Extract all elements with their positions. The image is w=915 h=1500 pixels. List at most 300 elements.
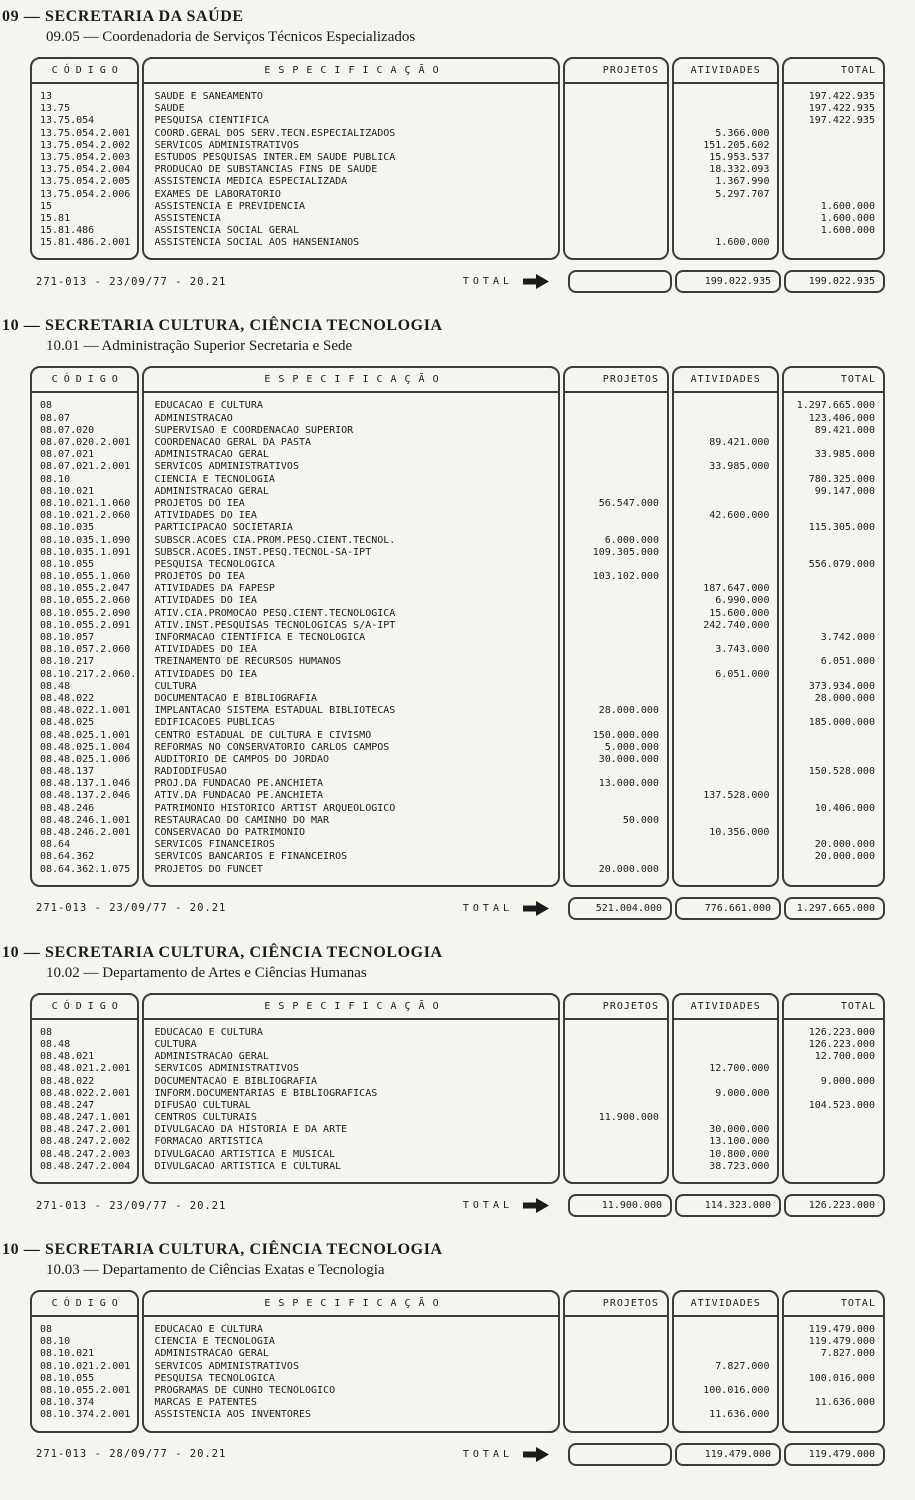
total-cell: [784, 669, 883, 681]
codigo-body: [32, 84, 137, 258]
grand-total-atividades: 199.022.935: [675, 270, 781, 293]
total-cell: [784, 608, 883, 620]
section-subheading: 10.03 — Departamento de Ciências Exatas e Tecnologia: [46, 1262, 385, 1278]
especificacao-cell: SERVICOS ADMINISTRATIVOS: [154, 461, 299, 473]
especificacao-cell: SERVICOS FINANCEIROS: [154, 839, 275, 851]
total-cell: [784, 827, 883, 839]
atividades-cell: [674, 1039, 778, 1051]
projetos-cell: [565, 1063, 667, 1075]
codigo-cell: 08.64.362: [40, 851, 95, 863]
atividades-cell: [674, 474, 778, 486]
atividades-cell: [674, 693, 778, 705]
codigo-cell: 08.48.021: [40, 1051, 95, 1063]
codigo-cell: 08.10.021: [40, 485, 95, 497]
especificacao-cell: DOCUMENTACAO E BIBLIOGRAFIA: [154, 1075, 318, 1087]
atividades-cell: [674, 103, 778, 115]
especificacao-cell: IMPLANTACAO SISTEMA ESTADUAL BIBLIOTECAS: [154, 705, 396, 717]
total-cell: [784, 583, 883, 595]
codigo-cell: 08.48.247.2.004: [40, 1160, 131, 1172]
codigo-header: CÓDIGO: [32, 59, 137, 84]
grand-total-total: 199.022.935: [784, 270, 885, 293]
especificacao-cell: DIFUSAO CULTURAL: [154, 1099, 251, 1111]
codigo-cell: 08: [40, 1026, 53, 1038]
total-cell: [784, 790, 883, 802]
total-body: [784, 393, 883, 884]
especificacao-cell: ASSISTENCIA: [154, 212, 221, 224]
total-cell: 126.223.000: [808, 1038, 875, 1050]
especificacao-cell: EDUCACAO E CULTURA: [154, 1324, 263, 1335]
atividades-cell: 18.332.093: [709, 164, 770, 176]
total-label: TOTAL: [462, 276, 513, 288]
total-cell: [784, 437, 883, 449]
especificacao-header: ESPECIFICAÇÃO: [144, 995, 558, 1020]
especificacao-cell: ADMINISTRACAO GERAL: [154, 485, 269, 497]
codigo-cell: 08.48.247.1.001: [40, 1112, 131, 1124]
total-cell: [784, 1161, 883, 1173]
atividades-body: [674, 84, 778, 258]
total-arrow-icon: [522, 273, 550, 290]
budget-table: [30, 57, 885, 260]
projetos-cell: [565, 1088, 667, 1100]
especificacao-cell: SERVICOS ADMINISTRATIVOS: [154, 1063, 299, 1075]
total-cell: 99.147.000: [814, 485, 875, 497]
report-reference: 271-013 - 23/09/77 - 20.21: [36, 902, 227, 915]
total-cell: [784, 535, 883, 547]
atividades-cell: [674, 449, 778, 461]
atividades-cell: 6.990.000: [715, 595, 770, 607]
atividades-cell: [674, 225, 778, 237]
total-cell: 1.600.000: [820, 212, 875, 224]
atividades-cell: [674, 1324, 778, 1336]
projetos-cell: 5.000.000: [604, 741, 659, 753]
codigo-cell: 08.10.055: [40, 558, 95, 570]
especificacao-cell: EDUCACAO E CULTURA: [154, 1026, 263, 1038]
total-cell: 3.742.000: [820, 632, 875, 643]
atividades-cell: 38.723.000: [709, 1160, 770, 1172]
atividades-cell: [674, 1100, 778, 1112]
grand-total-projetos: [568, 270, 672, 293]
especificacao-cell: SERVICOS ADMINISTRATIVOS: [154, 1360, 299, 1372]
atividades-cell: 89.421.000: [709, 437, 770, 448]
total-column: [782, 366, 885, 886]
total-cell: [784, 140, 883, 152]
atividades-header: ATIVIDADES: [674, 1292, 778, 1317]
codigo-cell: 08.10: [40, 473, 71, 485]
codigo-cell: 08.10.055.2.060: [40, 595, 131, 607]
codigo-cell: 08.10.055.1.060: [40, 571, 131, 583]
codigo-cell: 08.48.247.2.002: [40, 1136, 131, 1148]
section-subheading: 10.01 — Administração Superior Secretaria e Sede: [46, 338, 353, 355]
total-cell: [784, 128, 883, 140]
especificacao-cell: CULTURA: [154, 1038, 197, 1050]
especificacao-cell: AUDITORIO DE CAMPOS DO JORDAO: [154, 753, 330, 765]
especificacao-cell: SERVICOS BANCARIOS E FINANCEIROS: [154, 851, 348, 863]
total-cell: [784, 152, 883, 164]
codigo-cell: 08.64: [40, 839, 71, 851]
total-cell: 119.479.000: [808, 1324, 875, 1335]
atividades-cell: 42.600.000: [709, 510, 770, 522]
codigo-header: CÓDIGO: [32, 995, 137, 1020]
section-subheading: 10.02 — Departamento de Artes e Ciências Humanas: [46, 964, 367, 981]
codigo-cell: 08.10.057.2.060: [40, 644, 131, 656]
codigo-cell: 08.10.021.2.060: [40, 510, 131, 522]
total-label: TOTAL: [462, 1448, 513, 1460]
total-arrow-icon: [522, 1197, 550, 1214]
projetos-cell: [565, 461, 667, 473]
projetos-cell: [565, 115, 667, 127]
atividades-cell: [674, 201, 778, 213]
atividades-cell: 15.600.000: [709, 607, 770, 619]
especificacao-cell: PROGRAMAS DE CUNHO TECNOLOGICO: [154, 1384, 336, 1396]
projetos-cell: [565, 1336, 667, 1348]
atividades-cell: 7.827.000: [715, 1360, 770, 1372]
total-cell: [784, 1361, 883, 1373]
especificacao-cell: CENTROS CULTURAIS: [154, 1112, 257, 1124]
atividades-cell: [674, 778, 778, 790]
total-cell: 89.421.000: [814, 424, 875, 436]
especificacao-cell: ATIV.CIA.PROMOCAO PESQ.CIENT.TECNOLOGICA: [154, 607, 396, 619]
atividades-cell: 30.000.000: [709, 1124, 770, 1136]
total-cell: 1.600.000: [820, 225, 875, 237]
codigo-cell: 13: [40, 91, 53, 102]
especificacao-cell: CIENCIA E TECNOLOGIA: [154, 1336, 275, 1348]
codigo-cell: 08.10.055: [40, 1372, 95, 1384]
projetos-cell: [565, 91, 667, 103]
total-cell: 10.406.000: [814, 802, 875, 814]
projetos-cell: [565, 1348, 667, 1360]
projetos-cell: [565, 1039, 667, 1051]
total-cell: [784, 1409, 883, 1421]
especificacao-cell: ASSISTENCIA E PREVIDENCIA: [154, 200, 305, 212]
codigo-column: [30, 1290, 139, 1433]
projetos-cell: [565, 522, 667, 534]
total-cell: [784, 644, 883, 656]
codigo-header: CÓDIGO: [32, 1292, 137, 1317]
projetos-cell: [565, 583, 667, 595]
projetos-cell: [565, 400, 667, 412]
codigo-body: [32, 1020, 137, 1182]
codigo-cell: 13.75.054.2.003: [40, 151, 131, 163]
especificacao-cell: SUBSCR.ACOES CIA.PROM.PESQ.CIENT.TECNOL.: [154, 534, 396, 546]
projetos-cell: [565, 213, 667, 225]
atividades-column: [672, 993, 780, 1184]
total-header: TOTAL: [784, 368, 883, 393]
especificacao-cell: FORMACAO ARTISTICA: [154, 1136, 263, 1148]
total-column: [782, 1290, 885, 1433]
projetos-cell: [565, 449, 667, 461]
especificacao-cell: PESQUISA CIENTIFICA: [154, 115, 269, 127]
atividades-cell: [674, 656, 778, 668]
total-cell: [784, 510, 883, 522]
atividades-cell: [674, 213, 778, 225]
codigo-cell: 08.48.022.2.001: [40, 1087, 131, 1099]
atividades-cell: [674, 815, 778, 827]
atividades-header: ATIVIDADES: [674, 59, 778, 84]
atividades-cell: 3.743.000: [715, 644, 770, 656]
projetos-cell: [565, 486, 667, 498]
atividades-cell: [674, 91, 778, 103]
atividades-cell: [674, 115, 778, 127]
projetos-cell: [565, 140, 667, 152]
codigo-cell: 08.10.035: [40, 522, 95, 534]
total-cell: 100.016.000: [808, 1372, 875, 1384]
projetos-cell: [565, 693, 667, 705]
especificacao-cell: PROJETOS DO FUNCET: [154, 863, 263, 875]
total-cell: [784, 1112, 883, 1124]
projetos-cell: [565, 474, 667, 486]
atividades-cell: 33.985.000: [709, 461, 770, 473]
projetos-cell: 13.000.000: [598, 778, 659, 790]
projetos-cell: [565, 644, 667, 656]
atividades-cell: [674, 1373, 778, 1385]
especificacao-cell: RESTAURACAO DO CAMINHO DO MAR: [154, 814, 330, 826]
atividades-header: ATIVIDADES: [674, 368, 778, 393]
projetos-cell: [565, 1027, 667, 1039]
projetos-cell: [565, 717, 667, 729]
especificacao-cell: SAUDE: [154, 103, 185, 115]
especificacao-cell: EDUCACAO E CULTURA: [154, 400, 263, 412]
projetos-cell: [565, 510, 667, 522]
budget-table: [30, 1290, 885, 1433]
atividades-cell: [674, 400, 778, 412]
total-body: [784, 1020, 883, 1182]
table-total-row: [30, 1443, 885, 1466]
total-cell: 1.297.665.000: [796, 400, 875, 412]
total-cell: 197.422.935: [808, 91, 875, 102]
atividades-cell: [674, 705, 778, 717]
especificacao-body: [144, 1317, 558, 1431]
projetos-cell: [565, 152, 667, 164]
atividades-cell: [674, 839, 778, 851]
codigo-cell: 13.75.054: [40, 115, 95, 127]
codigo-cell: 08.48.021.2.001: [40, 1063, 131, 1075]
especificacao-header: ESPECIFICAÇÃO: [144, 368, 558, 393]
total-arrow-icon: [522, 900, 550, 917]
projetos-body: [565, 1020, 667, 1182]
especificacao-cell: ATIV.INST.PESQUISAS TECNOLOGICAS S/A-IPT: [154, 619, 396, 631]
total-cell: [784, 595, 883, 607]
especificacao-column: [142, 993, 560, 1184]
codigo-cell: 08.10.055.2.091: [40, 619, 131, 631]
atividades-cell: 12.700.000: [709, 1063, 770, 1075]
especificacao-cell: PROJ.DA FUNDACAO PE.ANCHIETA: [154, 778, 324, 790]
codigo-cell: 08.48.247.2.001: [40, 1124, 131, 1136]
codigo-cell: 08.07.021.2.001: [40, 461, 131, 473]
codigo-cell: 08.48.025: [40, 717, 95, 729]
total-cell: [784, 189, 883, 201]
total-cell: 373.934.000: [808, 680, 875, 692]
atividades-cell: 10.356.000: [709, 827, 770, 838]
atividades-cell: [674, 1348, 778, 1360]
especificacao-body: [144, 393, 558, 884]
grand-total-projetos: 521.004.000: [568, 897, 672, 920]
table-total-row: [30, 897, 885, 920]
codigo-cell: 08.48.022.1.001: [40, 705, 131, 717]
especificacao-cell: DIVULGACAO DA HISTORIA E DA ARTE: [154, 1124, 348, 1136]
codigo-cell: 08.48: [40, 1038, 71, 1050]
codigo-cell: 13.75: [40, 103, 71, 115]
projetos-cell: [565, 1149, 667, 1161]
projetos-cell: [565, 559, 667, 571]
section-saude: [0, 8, 915, 293]
projetos-cell: [565, 1076, 667, 1088]
codigo-cell: 08.48.247.2.003: [40, 1148, 131, 1160]
total-cell: [784, 620, 883, 632]
codigo-cell: 08.07.020: [40, 424, 95, 436]
total-cell: 28.000.000: [814, 692, 875, 704]
codigo-column: [30, 366, 139, 886]
codigo-cell: 08.10.055.2.090: [40, 607, 131, 619]
total-cell: [784, 1136, 883, 1148]
codigo-cell: 08.48.246.1.001: [40, 814, 131, 826]
total-cell: [784, 571, 883, 583]
codigo-cell: 08.48.137.1.046: [40, 778, 131, 790]
total-cell: 150.528.000: [808, 766, 875, 778]
especificacao-cell: PARTICIPACAO SOCIETARIA: [154, 522, 293, 534]
atividades-cell: 11.636.000: [709, 1409, 770, 1421]
especificacao-cell: ADMINISTRACAO: [154, 412, 233, 424]
grand-total-total: 119.479.000: [784, 1443, 885, 1466]
projetos-cell: [565, 595, 667, 607]
projetos-cell: [565, 1100, 667, 1112]
total-arrow-icon: [522, 1446, 550, 1463]
especificacao-cell: ADMINISTRACAO GERAL: [154, 1348, 269, 1360]
grand-total-atividades: 119.479.000: [675, 1443, 781, 1466]
projetos-cell: [565, 620, 667, 632]
projetos-header: PROJETOS: [565, 1292, 667, 1317]
projetos-cell: [565, 425, 667, 437]
total-column: [782, 993, 885, 1184]
projetos-header: PROJETOS: [565, 995, 667, 1020]
projetos-cell: [565, 1051, 667, 1063]
total-column: [782, 57, 885, 260]
total-cell: [784, 754, 883, 766]
especificacao-cell: ADMINISTRACAO GERAL: [154, 449, 269, 461]
projetos-body: [565, 393, 667, 884]
codigo-cell: 08.10.055.2.047: [40, 583, 131, 595]
total-body: [784, 84, 883, 258]
atividades-cell: [674, 535, 778, 547]
especificacao-cell: ADMINISTRACAO GERAL: [154, 1051, 269, 1063]
grand-total-projetos: 11.900.000: [568, 1194, 672, 1217]
section-heading: 10 — SECRETARIA CULTURA, CIÊNCIA TECNOLOGIA: [2, 943, 443, 961]
projetos-column: [563, 1290, 669, 1433]
especificacao-cell: SAUDE E SANEAMENTO: [154, 91, 263, 102]
atividades-cell: 9.000.000: [715, 1087, 770, 1099]
total-cell: [784, 1088, 883, 1100]
atividades-cell: 1.367.990: [715, 176, 770, 188]
total-cell: 6.051.000: [820, 656, 875, 668]
codigo-cell: 13.75.054.2.006: [40, 188, 131, 200]
especificacao-header: ESPECIFICAÇÃO: [144, 59, 558, 84]
atividades-column: [672, 57, 780, 260]
especificacao-cell: EDIFICACOES PUBLICAS: [154, 717, 275, 729]
grand-total-atividades: 114.323.000: [675, 1194, 781, 1217]
projetos-cell: [565, 237, 667, 249]
especificacao-cell: PESQUISA TECNOLOGICA: [154, 1372, 275, 1384]
report-reference: 271-013 - 23/09/77 - 20.21: [36, 1199, 227, 1212]
codigo-cell: 08.48.247: [40, 1099, 95, 1111]
codigo-cell: 08.48.025.1.004: [40, 741, 131, 753]
codigo-cell: 08.10.035.1.091: [40, 546, 131, 558]
codigo-cell: 13.75.054.2.002: [40, 139, 131, 151]
projetos-cell: 11.900.000: [598, 1112, 659, 1124]
total-header: TOTAL: [784, 59, 883, 84]
projetos-cell: [565, 1361, 667, 1373]
total-cell: 11.636.000: [814, 1397, 875, 1409]
total-cell: [784, 461, 883, 473]
atividades-cell: [674, 851, 778, 863]
codigo-cell: 08.10.057: [40, 632, 95, 643]
codigo-cell: 13.75.054.2.004: [40, 164, 131, 176]
atividades-cell: [674, 1336, 778, 1348]
table-total-row: [30, 1194, 885, 1217]
projetos-cell: 50.000: [622, 814, 659, 826]
total-cell: [784, 742, 883, 754]
total-cell: 1.600.000: [820, 200, 875, 212]
codigo-cell: 08.64.362.1.075: [40, 863, 131, 875]
total-cell: [784, 730, 883, 742]
codigo-body: [32, 1317, 137, 1431]
atividades-cell: [674, 754, 778, 766]
especificacao-cell: DIVULGACAO ARTISTICA E CULTURAL: [154, 1160, 342, 1172]
codigo-cell: 08: [40, 400, 53, 412]
codigo-cell: 08.07: [40, 412, 71, 424]
codigo-cell: 08.48.025.1.006: [40, 753, 131, 765]
atividades-cell: [674, 1397, 778, 1409]
total-label: TOTAL: [462, 902, 513, 914]
codigo-cell: 08.07.021: [40, 449, 95, 461]
total-cell: [784, 1124, 883, 1136]
grand-total-atividades: 776.661.000: [675, 897, 781, 920]
codigo-cell: 08.07.020.2.001: [40, 437, 131, 448]
projetos-header: PROJETOS: [565, 368, 667, 393]
especificacao-cell: ATIVIDADES DO IEA: [154, 510, 257, 522]
codigo-cell: 08.48.246.2.001: [40, 827, 131, 838]
atividades-cell: [674, 681, 778, 693]
especificacao-cell: CENTRO ESTADUAL DE CULTURA E CIVISMO: [154, 729, 372, 741]
especificacao-cell: PESQUISA TECNOLOGICA: [154, 558, 275, 570]
projetos-cell: [565, 632, 667, 644]
atividades-cell: [674, 803, 778, 815]
projetos-cell: [565, 1124, 667, 1136]
codigo-body: [32, 393, 137, 884]
especificacao-cell: CULTURA: [154, 680, 197, 692]
total-cell: [784, 164, 883, 176]
especificacao-cell: MARCAS E PATENTES: [154, 1397, 257, 1409]
atividades-cell: 151.205.602: [703, 139, 770, 151]
especificacao-cell: ATIVIDADES DA FAPESP: [154, 583, 275, 595]
especificacao-cell: ESTUDOS PESQUISAS INTER.EM SAUDE PUBLICA: [154, 151, 396, 163]
especificacao-body: [144, 1020, 558, 1182]
total-cell: 197.422.935: [808, 115, 875, 127]
atividades-cell: 187.647.000: [703, 583, 770, 595]
section-heading: 09 — SECRETARIA DA SAÚDE: [2, 8, 244, 25]
projetos-cell: [565, 103, 667, 115]
codigo-cell: 08.10.021.2.001: [40, 1360, 131, 1372]
codigo-cell: 08: [40, 1324, 53, 1335]
codigo-cell: 08.10: [40, 1336, 71, 1348]
projetos-column: [563, 57, 669, 260]
especificacao-cell: REFORMAS NO CONSERVATORIO CARLOS CAMPOS: [154, 741, 390, 753]
projetos-cell: [565, 803, 667, 815]
total-cell: 33.985.000: [814, 449, 875, 461]
codigo-cell: 08.10.021.1.060: [40, 497, 131, 509]
total-cell: [784, 498, 883, 510]
especificacao-column: [142, 366, 560, 886]
total-cell: [784, 1149, 883, 1161]
projetos-cell: 6.000.000: [604, 534, 659, 546]
